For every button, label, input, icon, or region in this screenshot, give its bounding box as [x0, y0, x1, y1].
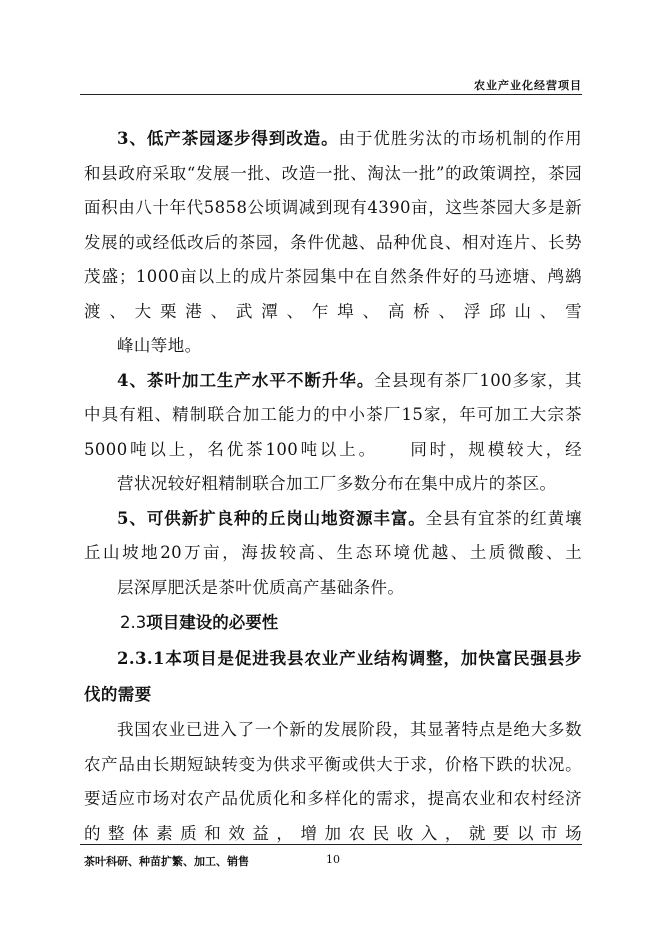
paragraph-3-last-line: 峰山等地。: [117, 336, 202, 355]
paragraph-3-lead: 3、低产茶园逐步得到改造。: [117, 129, 339, 148]
paragraph-5-lead: 5、可供新扩良种的丘岗山地资源丰富。: [117, 508, 426, 528]
paragraph-4-lead: 4、茶叶加工生产水平不断升华。: [117, 370, 375, 390]
page-number: 10: [326, 853, 340, 866]
subsection-heading: 2.3.1本项目是促进我县农业产业结构调整，加快富民强县步伐的需要: [84, 649, 582, 704]
paragraph-4-text: 全县现有茶厂100多家，其中具有粗、精制联合加工能力的中小茶厂15家，年可加工大宗茶5000吨以上，名优茶100吨以上。 同时，规模较大，经: [84, 370, 582, 459]
footer-text: 茶叶科研、种苗扩繁、加工、销售: [84, 855, 249, 868]
body-paragraph: 我国农业已进入了一个新的发展阶段，其显著特点是绝大多数农产品由长期短缺转变为供求平衡或供大于求，价格下跌的状况。要适应市场对农产品优质化和多样化的需求，提高农业和农村经济的整体素质和效益，增加农民收入，就要以市场: [84, 720, 582, 843]
paragraph-3-text: 由于优胜劣汰的市场机制的作用和县政府采取“发展一批、改造一批、淘汰一批”的政策调控，茶园面积由八十年代5858公顷调减到现有4390亩，这些茶园大多是新发展的或经低改后的茶园，条件优越、品种优良、相对连片、长势茂盛；1000亩以上的成片茶园集中在自然条件好的马迹塘、鸬鹚渡、大栗港、武潭、乍埠、高桥、浮邱山、雪: [84, 129, 582, 321]
section-number: 2.3: [120, 613, 147, 632]
header-rule: [80, 94, 582, 95]
paragraph-5: [84, 502, 582, 606]
section-heading: [84, 605, 582, 641]
footer-rule: [80, 844, 582, 845]
paragraph-4: [84, 364, 582, 502]
paragraph-5-text: 全县有宜茶的红黄壤丘山坡地20万亩，海拔较高、生态环境优越、土质微酸、土: [84, 508, 582, 562]
document-body: [84, 122, 582, 851]
header-title: 农业产业化经营项目: [474, 79, 582, 92]
section-title: 项目建设的必要性: [146, 613, 279, 632]
paragraph-4-last-line: 营状况较好粗精制联合加工厂多数分布在集中成片的茶区。: [117, 474, 557, 493]
paragraph-5-last-line: 层深厚肥沃是茶叶优质高产基础条件。: [117, 577, 405, 597]
paragraph-3: [84, 122, 582, 364]
